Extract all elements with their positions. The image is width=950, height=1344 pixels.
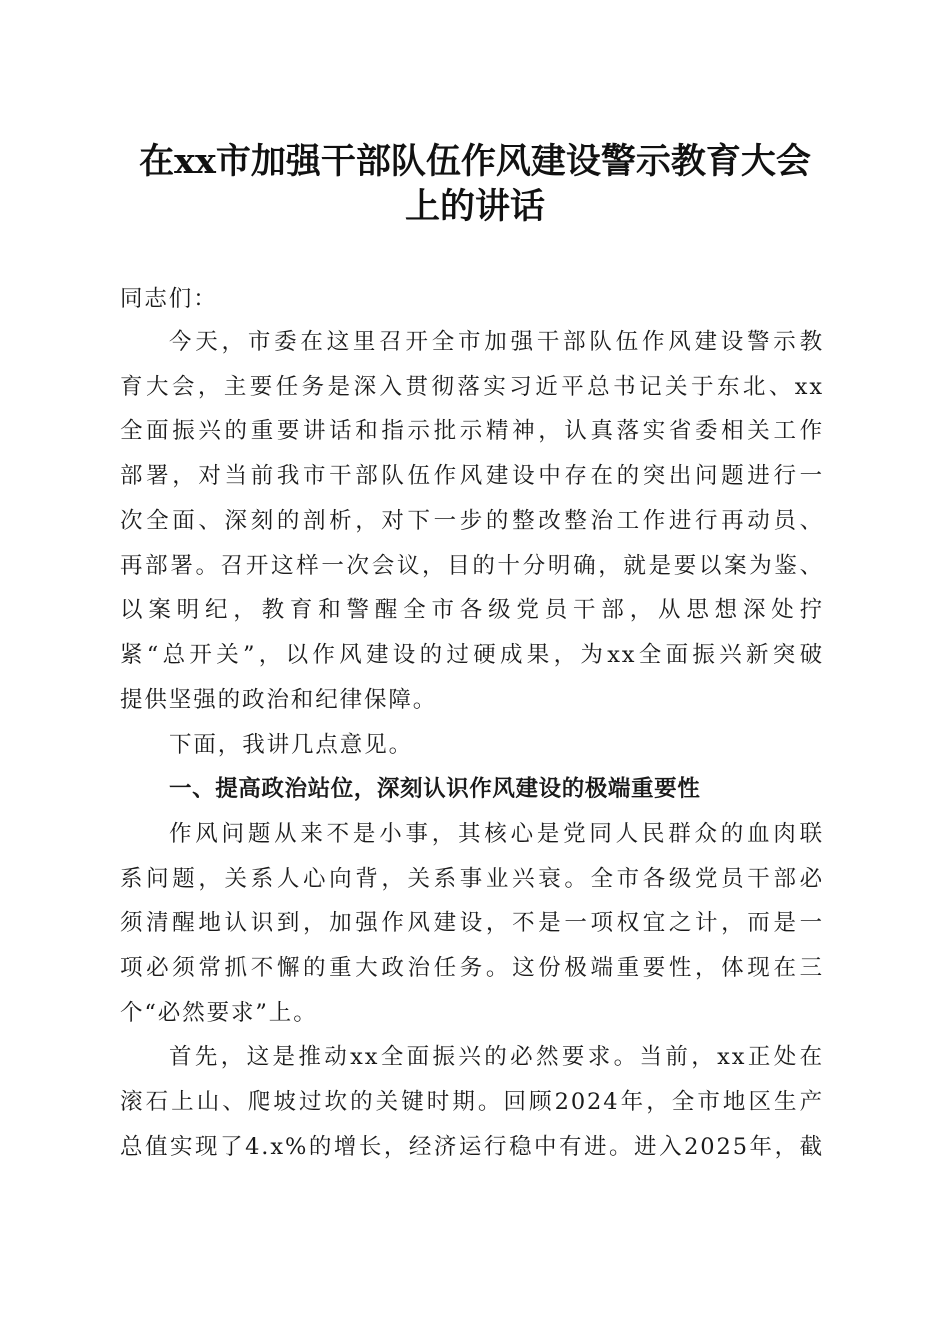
body-line: 再部署。召开这样一次会议，目的十分明确，就是要以案为鉴、 (120, 553, 824, 579)
body-line: 系问题，关系人心向背，关系事业兴衰。全市各级党员干部必 (120, 866, 824, 892)
body-line: 作风问题从来不是小事，其核心是党同人民群众的血肉联 (169, 821, 824, 847)
body-line: 部署，对当前我市干部队伍作风建设中存在的突出问题进行一 (120, 463, 824, 489)
section-heading: 一、提高政治站位，深刻认识作风建设的极端重要性 (169, 776, 701, 802)
body-line: 全面振兴的重要讲话和指示批示精神，认真落实省委相关工作 (120, 418, 824, 444)
body-line: 提供坚强的政治和纪律保障。 (120, 687, 438, 713)
body-line: 紧“总开关”，以作风建设的过硬成果，为xx全面振兴新突破 (120, 642, 824, 668)
body-line: 滚石上山、爬坡过坎的关键时期。回顾2024年，全市地区生产 (120, 1089, 824, 1115)
body-line: 次全面、深刻的剖析，对下一步的整改整治工作进行再动员、 (120, 508, 824, 534)
body-line: 总值实现了4.x%的增长，经济运行稳中有进。进入2025年，截 (120, 1134, 824, 1160)
document-title-line-1: 在xx市加强干部队伍作风建设警示教育大会 (139, 141, 811, 182)
body-line: 须清醒地认识到，加强作风建设，不是一项权宜之计，而是一 (120, 910, 824, 936)
body-line: 以案明纪，教育和警醒全市各级党员干部，从思想深处拧 (120, 597, 824, 623)
body-line: 项必须常抓不懈的重大政治任务。这份极端重要性，体现在三 (120, 955, 824, 981)
salutation: 同志们： (120, 286, 218, 312)
body-line: 育大会，主要任务是深入贯彻落实习近平总书记关于东北、xx (120, 374, 824, 400)
body-line: 首先，这是推动xx全面振兴的必然要求。当前，xx正处在 (169, 1044, 824, 1070)
document-title-line-2: 上的讲话 (404, 186, 545, 227)
body-line: 个“必然要求”上。 (120, 1000, 318, 1026)
body-line: 今天，市委在这里召开全市加强干部队伍作风建设警示教 (169, 329, 824, 355)
body-line: 下面，我讲几点意见。 (169, 732, 414, 758)
